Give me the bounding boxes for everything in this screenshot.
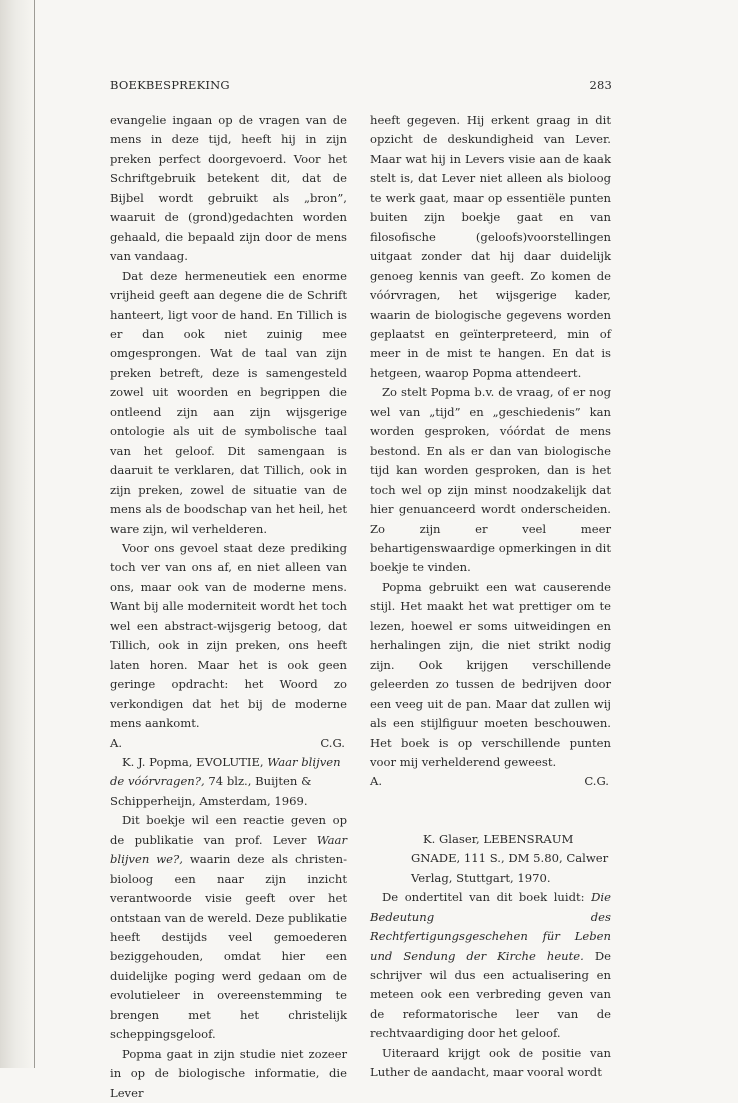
paragraph: Uiteraard krijgt ook de positie van Luther de aandacht, maar vooral wordt (370, 1045, 611, 1080)
paragraph: Popma gebruikt een wat causerende stijl. Het maakt het wat prettiger om te lezen, hoewel er soms uitweidingen en herhalingen zijn, die niet strikt nodig zijn. Ook krijgen verschillende geleerden zo tussen de bedrijven door een veeg uit de pan. Maar dat zullen wij als een stijlfiguur moeten beschouwen. Het boek is op verschillende punten voor mij verhelderend geweest. (370, 579, 611, 769)
review-details: 74 blz., Buijten & Schipperheijn, Amsterdam, 1969. (110, 774, 312, 808)
review-heading (110, 753, 347, 811)
paragraph-text: Dit boekje wil een reactie geven op de publikatie van prof. Lever (110, 813, 347, 847)
signature-line (370, 772, 611, 791)
review-book-title: LEBENSRAUM GNADE, (411, 831, 574, 866)
page-number: 283 (589, 78, 612, 92)
review-author: K. J. Popma, (122, 754, 193, 769)
right-column (370, 111, 611, 1083)
paragraph (110, 811, 347, 1044)
paragraph (370, 888, 611, 1044)
cited-title: Waar blijven we?, (110, 832, 347, 867)
paragraph: Dat deze hermeneutiek een enorme vrijheid geeft aan degene die de Schrift hanteert, ligt voor de hand. En Tillich is er dan ook niet zuinig mee omgesprongen. Wat de taal van zijn preken betreft, deze is samengesteld zowel uit woorden en begrippen die ontleend zijn aan zijn wijsgerige ontologie als uit de symbolische taal van het geloof. Dit samengaan is daaruit te verklaren, dat Tillich, ook in zijn preken, zowel de situatie van de mens als de boodschap van het heil, het ware zijn, wil verhelderen. (110, 268, 347, 536)
paragraph-text: De ondertitel van dit boek luidt: (382, 890, 585, 905)
paragraph: heeft gegeven. Hij erkent graag in dit opzicht de deskundigheid van Lever. Maar wat hij in Levers visie aan de kaak stelt is, dat Lever niet alleen als bioloog te werk gaat, maar op essentiële punten buiten zijn boekje gaat en van filosofische (geloofs)voorstellingen uitgaat zonder dat hij daar duidelijk genoeg kennis van geeft. Zo komen de vóórvragen, het wijsgerige kader, waarin de biologische gegevens worden geplaatst en geïnterpreteerd, min of meer in de mist te hangen. En dat is hetgeen, waarop Popma attendeert. (370, 113, 611, 380)
signature-author: C.G. (320, 735, 345, 750)
page-edge-line (34, 0, 35, 1068)
paragraph: Zo stelt Popma b.v. de vraag, of er nog wel van „tijd” en „geschiedenis” kan worden gesproken, vóórdat de mens bestond. En als er dan van biologische tijd kan worden gesproken, dan is het toch wel op zijn minst noodzakelijk dat hier genuanceerd wordt onderscheiden. Zo zijn er veel meer behartigenswaardige opmerkingen in dit boekje te vinden. (370, 385, 611, 575)
paragraph: Voor ons gevoel staat deze prediking toch ver van ons af, en niet alleen van ons, maar ook van de moderne mens. Want bij alle moderniteit wordt het toch wel een abstract-wijsgerig betoog, dat Tillich, ook in zijn preken, ons heeft laten horen. Maar het is ook geen geringe opdracht: het Woord zo verkondigen dat het bij de moderne mens aankomt. (110, 540, 347, 731)
paragraph-text: De schrijver wil dus een actualisering en meteen ook een verbreding geven van de reformatorische leer van de rechtvaardiging door het geloof. (370, 948, 612, 1041)
review-book-title: EVOLUTIE, (196, 754, 264, 769)
section-title: BOEKBESPREKING (110, 78, 230, 92)
signature-line (110, 734, 347, 753)
cited-title: Die Bedeutung des Rechtfertigungsgeschehen für Leben und Sendung der Kirche heute. (370, 890, 612, 963)
signature-initial: A. (370, 774, 383, 789)
scan-binding-shadow (0, 0, 34, 1068)
left-column (110, 111, 347, 1103)
paragraph: Popma gaat in zijn studie niet zozeer in op de biologische informatie, die Lever (110, 1046, 347, 1100)
review-author: K. Glaser, (423, 831, 480, 846)
paragraph-text: waarin deze als christen-bioloog een naar zijn inzicht verantwoorde visie geeft over het ontstaan van de wereld. Deze publikatie heeft destijds veel gemoederen beziggehouden, omdat hier een duidelijke poging werd gedaan om de evolutieleer in overeenstemming te brengen met het christelijk scheppingsgeloof. (110, 852, 348, 1042)
review-details: 111 S., DM 5.80, Calwer Verlag, Stuttgart, 1970. (411, 851, 609, 885)
paragraph: evangelie ingaan op de vragen van de mens in deze tijd, heeft hij in zijn preken perfect doorgevoerd. Voor het Schriftgebruik betekent dit, dat de Bijbel wordt gebruikt als „bron”, waaruit de (grond)gedachten worden gehaald, die bepaald zijn door de mens van vandaag. (110, 113, 347, 264)
signature-initial: A. (110, 735, 123, 750)
review-heading (411, 830, 611, 888)
review-subtitle: Waar blijven de vóórvragen?, (110, 754, 341, 789)
signature-author: C.G. (584, 774, 609, 789)
